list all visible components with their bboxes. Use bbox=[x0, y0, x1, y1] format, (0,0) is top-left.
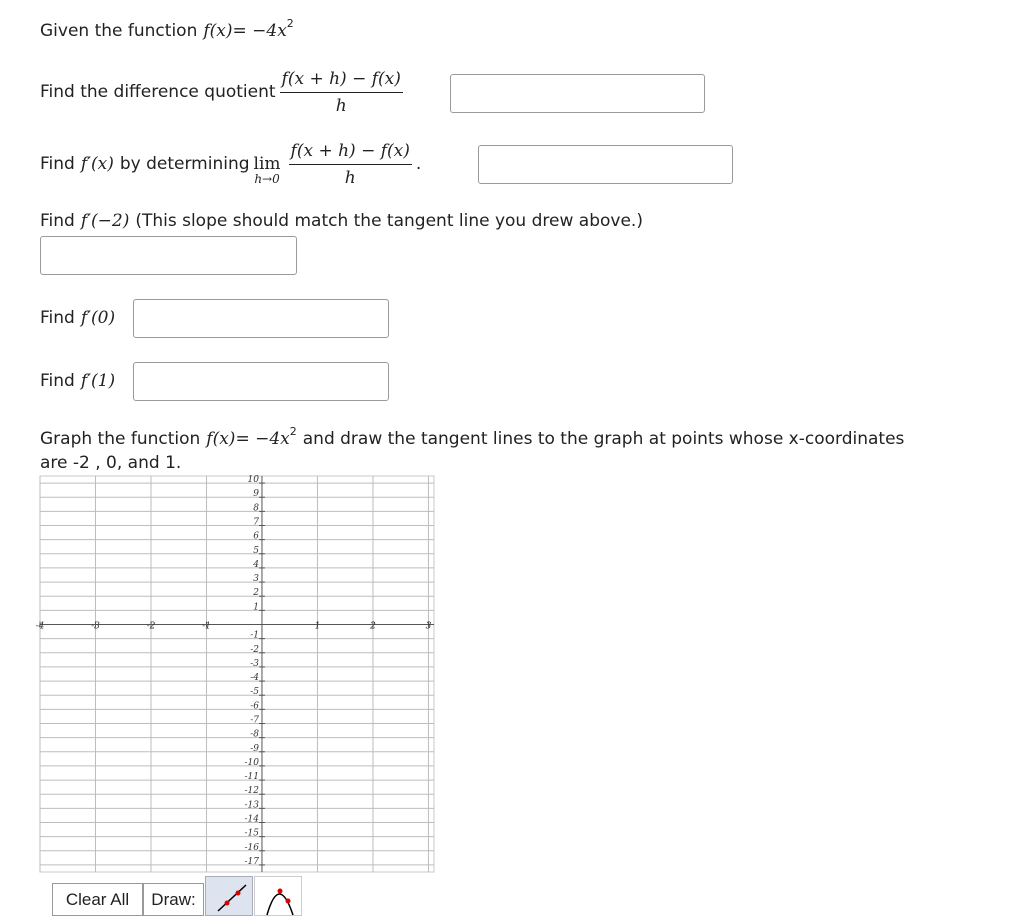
prompt-text: and draw the tangent lines to the graph at points whose x-coordinates bbox=[302, 429, 905, 449]
exponent: 2 bbox=[289, 424, 297, 438]
y-tick-label: -11 bbox=[244, 772, 259, 783]
x-tick-label: -2 bbox=[146, 621, 156, 632]
derivative-symbol: f′(1) bbox=[80, 371, 116, 391]
y-tick-label: -8 bbox=[250, 729, 259, 740]
prompt-text: Find the difference quotient bbox=[40, 82, 276, 102]
fraction-denominator: h bbox=[335, 95, 347, 116]
y-tick-label: -16 bbox=[244, 842, 259, 853]
y-tick-label: 9 bbox=[253, 489, 259, 500]
y-tick-label: 3 bbox=[253, 574, 259, 585]
y-tick-label: -14 bbox=[244, 814, 259, 825]
x-tick-label: -1 bbox=[202, 621, 211, 632]
clear-all-button[interactable]: Clear All bbox=[52, 883, 143, 916]
y-tick-label: -7 bbox=[250, 715, 259, 726]
x-tick-label: 2 bbox=[370, 621, 376, 632]
x-tick-label: -3 bbox=[91, 621, 100, 632]
axes bbox=[40, 476, 434, 872]
y-tick-label: -3 bbox=[250, 658, 259, 669]
graph-frame bbox=[40, 476, 434, 872]
fraction-numerator: f(x + h) − f(x) bbox=[289, 141, 412, 165]
parabola-tool-button[interactable] bbox=[254, 876, 302, 916]
exponent: 2 bbox=[286, 16, 294, 30]
y-tick-label: -9 bbox=[250, 743, 259, 754]
y-tick-label: 5 bbox=[253, 545, 259, 556]
limit-word: lim bbox=[253, 153, 281, 174]
y-tick-label: -5 bbox=[250, 687, 259, 698]
prompt-text: Find bbox=[40, 211, 75, 231]
y-tick-label: 8 bbox=[253, 503, 259, 514]
y-tick-label: 7 bbox=[253, 517, 259, 528]
parabola-tool-icon bbox=[255, 877, 303, 917]
limit-subscript: h→0 bbox=[254, 171, 280, 186]
derivative-symbol: f′(−2) bbox=[80, 211, 130, 231]
prompt-text: Find bbox=[40, 308, 75, 328]
y-tick-label: 1 bbox=[253, 602, 259, 613]
y-tick-label: 10 bbox=[247, 475, 259, 486]
derivative-symbol: f′(0) bbox=[80, 308, 116, 328]
x-tick-label: 1 bbox=[314, 621, 321, 632]
y-tick-label: -4 bbox=[250, 673, 259, 684]
y-tick-label: 6 bbox=[253, 531, 259, 542]
line-tool-icon bbox=[206, 877, 254, 917]
prompt-text: Given the function bbox=[40, 21, 198, 41]
function-name: f(x) bbox=[203, 21, 233, 41]
prompt-text: are -2 , 0, and 1. bbox=[40, 453, 182, 473]
y-tick-label: 2 bbox=[253, 588, 259, 599]
prompt-text: Find bbox=[40, 154, 75, 174]
y-tick-label: -15 bbox=[244, 828, 259, 839]
fraction-denominator: h bbox=[344, 167, 356, 188]
prompt-note: (This slope should match the tangent line you drew above.) bbox=[135, 211, 643, 231]
prompt-text: Graph the function bbox=[40, 429, 201, 449]
y-tick-label: -13 bbox=[244, 800, 259, 811]
derivative-symbol: f′(x) bbox=[80, 154, 114, 174]
y-tick-label: 4 bbox=[253, 559, 259, 570]
function-expression: = −4x bbox=[232, 21, 287, 41]
function-expression: = −4x bbox=[235, 429, 290, 449]
draw-label: Draw: bbox=[143, 883, 204, 916]
y-tick-label: -12 bbox=[244, 786, 259, 797]
period: . bbox=[415, 154, 422, 174]
y-tick-label: -17 bbox=[244, 856, 259, 867]
grid-lines bbox=[40, 476, 434, 872]
y-tick-label: -1 bbox=[250, 630, 259, 641]
fraction-numerator: f(x + h) − f(x) bbox=[280, 69, 403, 93]
x-tick-label: 3 bbox=[425, 621, 432, 632]
function-name: f(x) bbox=[206, 429, 236, 449]
prompt-text: by determining bbox=[119, 154, 250, 174]
y-tick-label: -6 bbox=[250, 701, 259, 712]
y-tick-label: -2 bbox=[250, 644, 259, 655]
x-tick-label: -4 bbox=[35, 621, 45, 632]
line-tool-button[interactable] bbox=[205, 876, 253, 916]
prompt-text: Find bbox=[40, 371, 75, 391]
y-tick-label: -10 bbox=[244, 757, 259, 768]
